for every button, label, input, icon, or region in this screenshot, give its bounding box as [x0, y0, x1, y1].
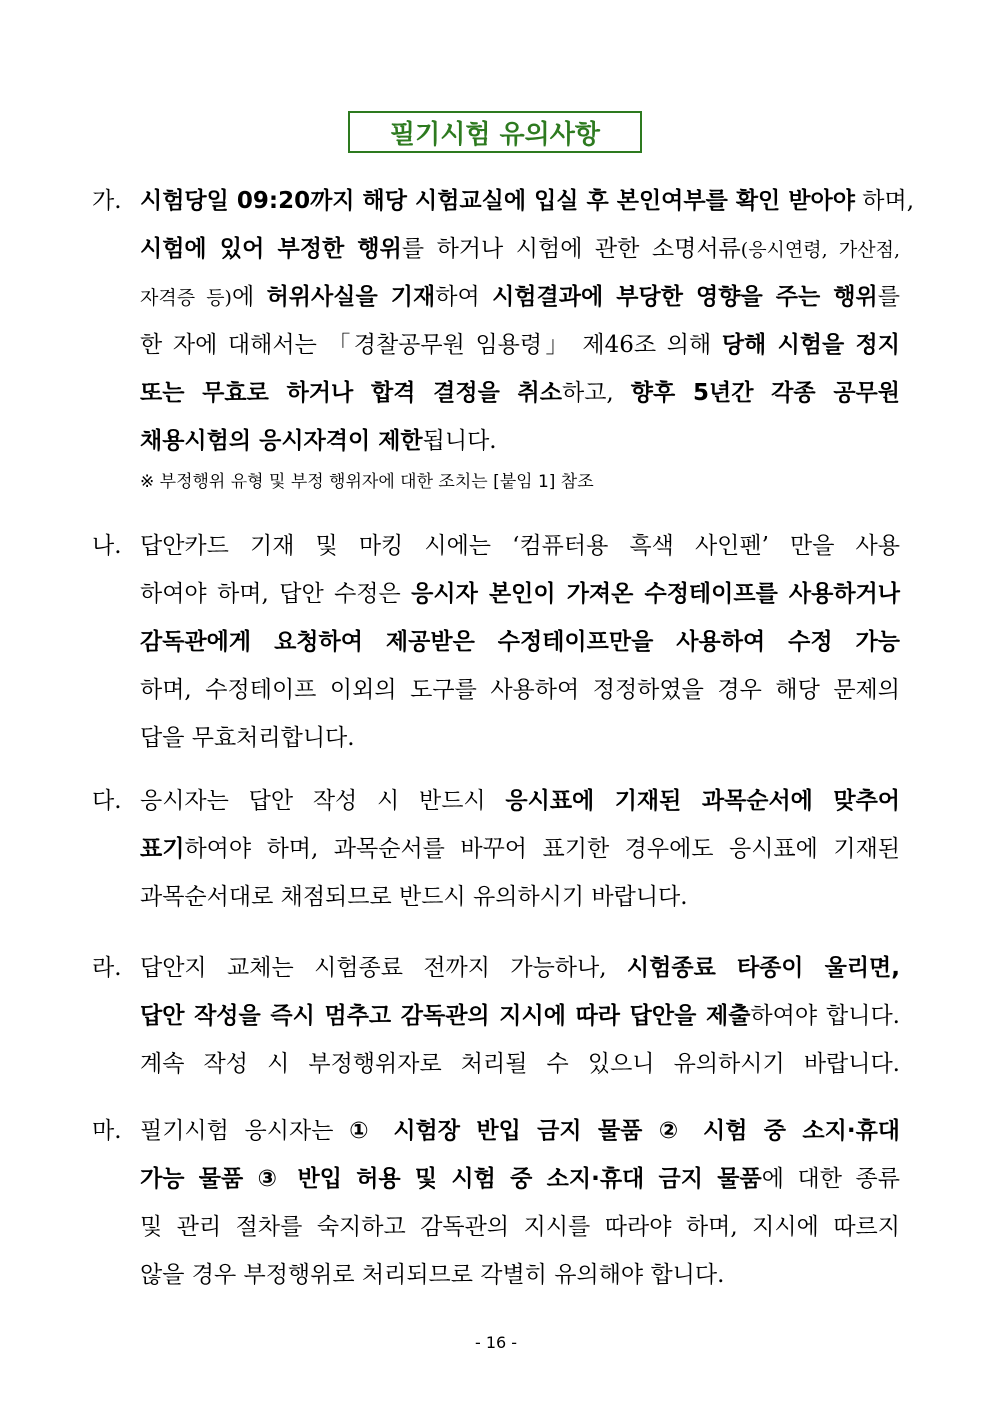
item-line: [140, 1203, 900, 1251]
bold-text: 응시자 본인이 가져온 수정테이프를 사용하거나: [411, 581, 900, 607]
text: 답안지 교체는 시험종료 전까지 가능하나,: [140, 955, 627, 981]
text: 답을 무효처리합니다.: [140, 725, 355, 751]
item-line: [140, 944, 900, 992]
text: 하여야 합니다.: [750, 1003, 900, 1029]
text: 답안카드 기재 및 마킹 시에는 ‘컴퓨터용 흑색 사인펜’ 만을 사용: [140, 533, 900, 559]
text: 하며, 수정테이프 이외의 도구를 사용하여 정정하였을 경우 해당 문제의: [140, 677, 900, 703]
text: 과목순서대로 채점되므로 반드시 유의하시기 바랍니다.: [140, 884, 688, 910]
item-line: [140, 714, 900, 762]
text: 응시자는 답안 작성 시 반드시: [140, 788, 506, 814]
text: 에 대한 종류: [761, 1166, 900, 1192]
item-line: [140, 273, 900, 321]
bold-text: 당해 시험을 정지: [721, 332, 900, 358]
bold-text: ① 시험장 반입 금지 물품 ② 시험 중 소지·휴대: [349, 1118, 900, 1144]
item-line: [140, 825, 900, 873]
bold-text: 시험당일 09:20까지 해당 시험교실에 입실 후 본인여부를 확인 받아야: [140, 188, 855, 214]
page-title: 필기시험 유의사항: [348, 111, 642, 153]
page-number: - 16 -: [474, 1333, 518, 1352]
text: 하고,: [562, 380, 631, 406]
bold-text: 가능 물품 ③ 반입 허용 및 시험 중 소지·휴대 금지 물품: [140, 1166, 762, 1192]
bold-text: 표기: [140, 836, 185, 862]
small-text: 자격증 등): [140, 287, 232, 309]
notice-item-ra: [92, 944, 900, 1088]
bold-text: 향후 5년간 각종 공무원: [630, 380, 900, 406]
bold-text: 시험에 있어 부정한 행위: [140, 236, 402, 262]
item-line: [140, 417, 900, 465]
item-marker: 가.: [92, 188, 122, 214]
text: 한 자에 대해서는 「경찰공무원 임용령」 제46조 의해: [140, 332, 722, 358]
notice-item-ma: [92, 1107, 900, 1299]
item-marker: 나.: [92, 533, 122, 559]
text: 계속 작성 시 부정행위자로 처리될 수 있으니 유의하시기 바랍니다.: [140, 1051, 900, 1077]
item-line: [140, 777, 900, 825]
text: 및 관리 절차를 숙지하고 감독관의 지시를 따라야 하며, 지시에 따르지: [140, 1214, 900, 1240]
item-marker: 마.: [92, 1118, 122, 1144]
reference-note: ※ 부정행위 유형 및 부정 행위자에 대한 조치는 [붙임 1] 참조: [140, 472, 594, 492]
item-line: [140, 1155, 900, 1203]
item-marker: 라.: [92, 955, 122, 981]
text: 하며,: [854, 188, 915, 214]
small-text: (응시연령, 가산점,: [740, 239, 901, 261]
notice-item-da: [92, 777, 900, 921]
notice-item-ga: [92, 177, 915, 499]
item-line: [140, 225, 900, 273]
bold-text: 답안 작성을 즉시 멈추고 감독관의 지시에 따라 답안을 제출: [140, 1003, 751, 1029]
item-line: [140, 522, 900, 570]
item-line: [140, 666, 900, 714]
item-line: [140, 992, 900, 1040]
text: 하여야 하며, 과목순서를 바꾸어 표기한 경우에도 응시표에 기재된: [184, 836, 900, 862]
text: 를 하거나 시험에 관한 소명서류: [401, 236, 741, 262]
text: 필기시험 응시자는: [140, 1118, 350, 1144]
item-line: [140, 177, 915, 225]
text: 하여야 하며, 답안 수정은: [140, 581, 412, 607]
item-line: [140, 369, 900, 417]
bold-text: 채용시험의 응시자격이 제한: [140, 428, 423, 454]
bold-text: 허위사실을 기재: [266, 284, 436, 310]
item-line: [140, 321, 900, 369]
notice-item-na: [92, 522, 900, 762]
item-line: [140, 570, 900, 618]
text: 에: [231, 284, 267, 310]
bold-text: 또는 무효로 하거나 합격 결정을 취소: [140, 380, 562, 406]
text: 를: [877, 284, 900, 310]
item-line: [140, 1040, 900, 1088]
item-line: [140, 1107, 900, 1155]
item-marker: 다.: [92, 788, 122, 814]
bold-text: 시험종료 타종이 울리면,: [626, 955, 900, 981]
bold-text: 응시표에 기재된 과목순서에 맞추어: [505, 788, 901, 814]
bold-text: 감독관에게 요청하여 제공받은 수정테이프만을 사용하여 수정 가능: [140, 629, 900, 655]
text: 하여: [435, 284, 493, 310]
text: 않을 경우 부정행위로 처리되므로 각별히 유의해야 합니다.: [140, 1262, 725, 1288]
bold-text: 시험결과에 부당한 영향을 주는 행위: [492, 284, 878, 310]
item-line: [140, 618, 900, 666]
text: 됩니다.: [422, 428, 497, 454]
item-line: [140, 1251, 900, 1299]
item-line: [140, 873, 900, 921]
